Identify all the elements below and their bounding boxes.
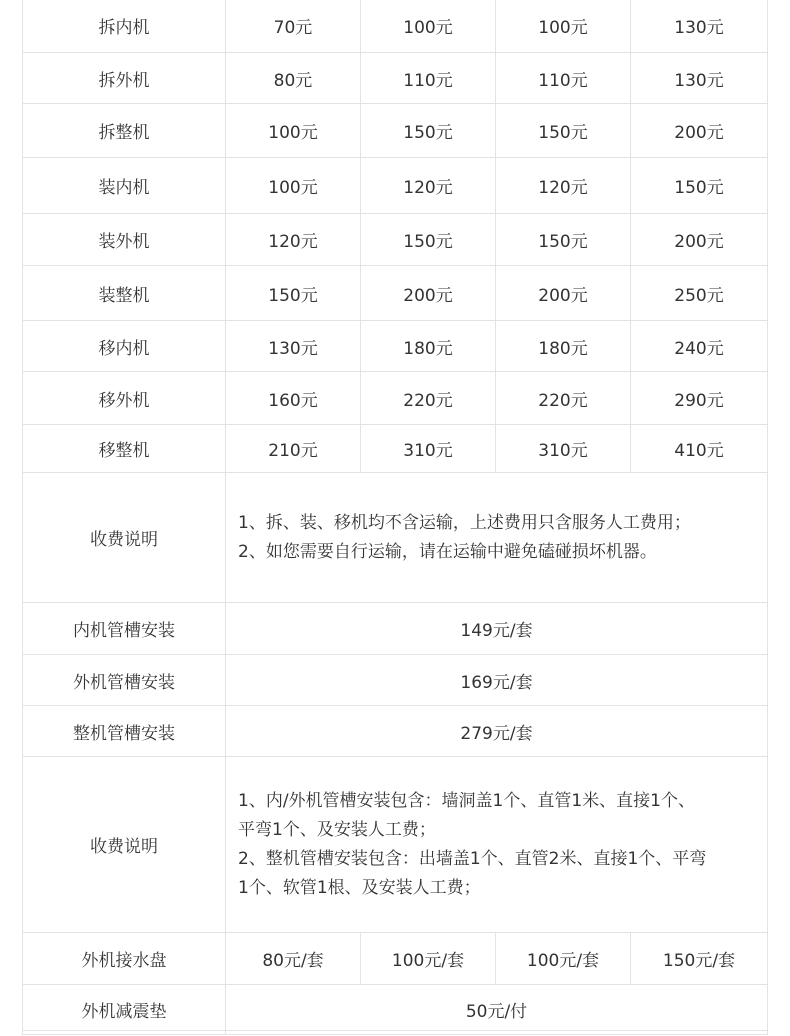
service-name: 移内机: [23, 321, 226, 372]
price-cell: 130元: [631, 53, 768, 104]
table-row: [23, 425, 768, 473]
price-cell: 150元: [361, 214, 496, 266]
service-name: 外机管槽安装: [23, 655, 226, 706]
price-cell: 120元: [361, 158, 496, 214]
price-cell: 169元/套: [226, 655, 768, 706]
price-cell: 310元: [361, 425, 496, 473]
service-name: 拆整机: [23, 104, 226, 158]
table-row: [23, 372, 768, 425]
price-cell: 70元: [226, 0, 361, 53]
table-row: [23, 158, 768, 214]
fee-note-label: 收费说明: [23, 757, 226, 933]
fee-note-line: 1、内/外机管槽安装包含：墙洞盖1个、直管1米、直接1个、: [238, 790, 695, 811]
price-cell: 130元: [226, 321, 361, 372]
price-cell: 100元/套: [361, 933, 496, 985]
table-row: [23, 321, 768, 372]
price-cell: 150元: [496, 214, 631, 266]
price-cell: 200元: [631, 104, 768, 158]
service-name: 外机减震垫: [23, 985, 226, 1035]
price-cell: 80元: [226, 53, 361, 104]
price-cell: 80元/套: [226, 933, 361, 985]
service-name: 装整机: [23, 266, 226, 321]
table-row: [23, 655, 768, 706]
fee-note-text: [226, 757, 768, 933]
price-cell: 120元: [496, 158, 631, 214]
fee-note-line: 1个、软管1根、及安装人工费；: [238, 877, 481, 898]
table-row: [23, 53, 768, 104]
price-cell: 149元/套: [226, 603, 768, 655]
price-cell: 410元: [631, 425, 768, 473]
table-row: [23, 985, 768, 1035]
table-row: [23, 706, 768, 757]
service-name: 内机管槽安装: [23, 603, 226, 655]
price-cell: 290元: [631, 372, 768, 425]
fee-note-line: 平弯1个、及安装人工费；: [238, 819, 436, 840]
table-row: [23, 104, 768, 158]
table-row: [23, 603, 768, 655]
price-cell: 150元/套: [631, 933, 768, 985]
service-name: 拆外机: [23, 53, 226, 104]
price-cell: 250元: [631, 266, 768, 321]
service-name: 移外机: [23, 372, 226, 425]
price-cell: 130元: [631, 0, 768, 53]
service-name: 移整机: [23, 425, 226, 473]
fee-note-label: 收费说明: [23, 473, 226, 603]
service-name: 整机管槽安装: [23, 706, 226, 757]
price-table: [22, 0, 768, 1035]
price-cell: 150元: [226, 266, 361, 321]
service-name: 装内机: [23, 158, 226, 214]
price-cell: 100元/套: [496, 933, 631, 985]
price-cell: 200元: [631, 214, 768, 266]
price-cell: 150元: [361, 104, 496, 158]
price-cell: 220元: [361, 372, 496, 425]
fee-note-row: [23, 473, 768, 603]
table-row: [23, 0, 768, 53]
service-name: 装外机: [23, 214, 226, 266]
price-cell: 100元: [496, 0, 631, 53]
price-cell: 120元: [226, 214, 361, 266]
service-name: 拆内机: [23, 0, 226, 53]
price-cell: 220元: [496, 372, 631, 425]
fee-note-line: 1、拆、装、移机均不含运输，上述费用只含服务人工费用；: [238, 512, 691, 533]
price-cell: 279元/套: [226, 706, 768, 757]
price-cell: 150元: [496, 104, 631, 158]
price-cell: 110元: [361, 53, 496, 104]
fee-note-row: [23, 757, 768, 933]
table-row: [23, 214, 768, 266]
price-cell: 100元: [226, 158, 361, 214]
fee-note-line: 2、整机管槽安装包含：出墙盖1个、直管2米、直接1个、平弯: [238, 848, 707, 869]
table-bottom-divider: [22, 1030, 767, 1031]
price-cell: 180元: [361, 321, 496, 372]
price-cell: 50元/付: [226, 985, 768, 1035]
price-cell: 210元: [226, 425, 361, 473]
price-cell: 160元: [226, 372, 361, 425]
table-row: [23, 933, 768, 985]
price-cell: 310元: [496, 425, 631, 473]
fee-note-line: 2、如您需要自行运输，请在运输中避免磕碰损坏机器。: [238, 541, 657, 562]
table-row: [23, 266, 768, 321]
price-cell: 200元: [496, 266, 631, 321]
price-cell: 150元: [631, 158, 768, 214]
price-cell: 110元: [496, 53, 631, 104]
service-name: 外机接水盘: [23, 933, 226, 985]
price-cell: 240元: [631, 321, 768, 372]
price-cell: 180元: [496, 321, 631, 372]
price-cell: 200元: [361, 266, 496, 321]
price-cell: 100元: [361, 0, 496, 53]
fee-note-text: [226, 473, 768, 603]
price-cell: 100元: [226, 104, 361, 158]
